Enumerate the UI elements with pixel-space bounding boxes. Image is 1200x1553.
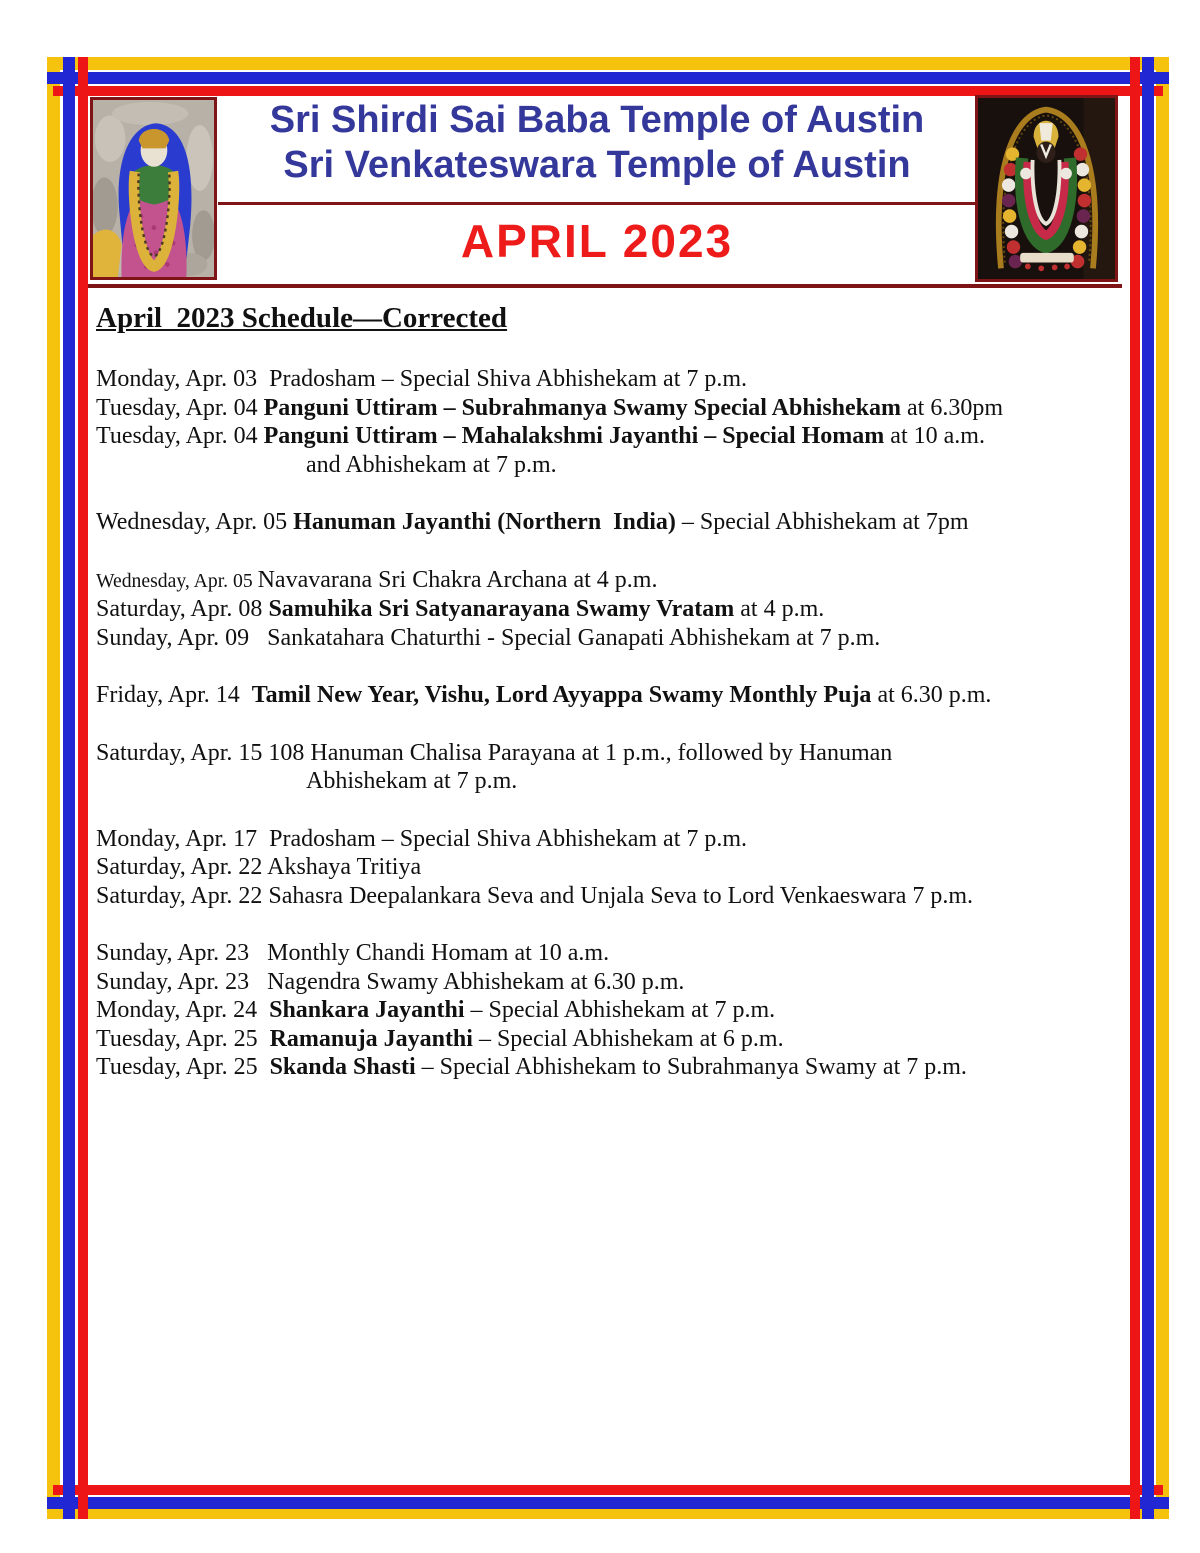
venkateswara-graphic [978,98,1115,279]
temple-titles [218,98,976,188]
schedule-section [96,302,1124,1082]
shirdi-sai-baba-graphic [93,100,214,277]
month-title: APRIL 2023 [460,215,734,267]
event-text: at 10 a.m. [884,423,985,449]
chakra-ornament [1060,168,1071,180]
event-text: Monday, Apr. 03 Pradosham – Special Shiva Abhishekam at 7 p.m. [96,366,748,392]
event-text: Monday, Apr. 24 [96,997,270,1023]
event-text: Monday, Apr. 17 Pradosham – Special Shiva Abhishekam at 7 p.m. [96,825,748,852]
event-text: Saturday, Apr. 22 Akshaya Tritiya [96,854,422,880]
temple-title-line2: Sri Venkateswara Temple of Austin [283,144,911,186]
gold-base [1020,253,1074,263]
temple-title-line1: Sri Shirdi Sai Baba Temple of Austin [269,99,925,141]
event-text: Tuesday, Apr. 04 [96,423,264,449]
event-text: – Special Abhishekam to Subrahmanya Swamy at 7 p.m. [415,1054,967,1080]
event-name-bold: Skanda Shasti [269,1054,416,1080]
schedule-line [96,681,1124,710]
header-bottom-rule [88,284,1122,288]
event-text: Wednesday, Apr. 05 [96,509,294,535]
face [1036,142,1055,163]
schedule-line [96,1025,1124,1054]
event-text: at 6.30pm [901,394,1004,421]
schedule-line [96,422,1124,451]
schedule-line [96,996,1124,1025]
schedule-lines [96,365,1124,1082]
schedule-line [96,739,1124,768]
blank-line [96,479,1124,508]
schedule-line [96,882,1124,911]
blank-line [96,537,1124,566]
border-blue-stripe-left [63,57,75,1519]
event-name-bold: Hanuman Jayanthi (Northern India) [293,509,676,535]
event-text: Abhishekam at 7 p.m. [306,768,518,794]
event-text: Wednesday, Apr. 05 [96,569,258,592]
schedule-line [96,968,1124,997]
event-text: at 4 p.m. [734,596,825,622]
border-red-stripe-left [78,57,88,1519]
event-name-bold: Samuhika Sri Satyanarayana Swamy Vratam [268,596,735,622]
content-area [90,98,1130,1485]
event-text: Tuesday, Apr. 04 [96,394,264,421]
event-name-bold: Shankara Jayanthi [269,997,465,1023]
event-text: Tuesday, Apr. 25 [96,1054,270,1080]
blank-line [96,910,1124,939]
border-blue-stripe-right [1142,57,1154,1519]
blank-line [96,710,1124,739]
shirdi-sai-baba-photo [90,97,217,280]
schedule-line [96,451,1124,480]
border-blue-stripe-top [47,72,1169,84]
event-text: Friday, Apr. 14 [96,682,252,708]
event-text: and Abhishekam at 7 p.m. [306,451,557,478]
schedule-line [96,566,1124,596]
event-text: Saturday, Apr. 08 [96,596,269,622]
schedule-line [96,394,1124,423]
schedule-line [96,1053,1124,1082]
schedule-line [96,939,1124,968]
event-text: – Special Abhishekam at 7pm [675,509,969,535]
border-blue-stripe-bottom [47,1497,1169,1509]
blank-line [96,796,1124,825]
yellow-drape [93,230,122,277]
schedule-line [96,365,1124,394]
event-name-bold: Panguni Uttiram – Subrahmanya Swamy Special Abhishekam [263,394,902,421]
conch-ornament [1020,168,1031,180]
event-text: Sunday, Apr. 23 Nagendra Swamy Abhishekam at 6.30 p.m. [96,968,685,995]
blank-line [96,652,1124,681]
event-text: at 6.30 p.m. [871,682,992,708]
schedule-line [96,853,1124,882]
crown-front [1039,123,1052,140]
event-text: – Special Abhishekam at 7 p.m. [464,997,776,1023]
event-text: Saturday, Apr. 15 108 Hanuman Chalisa Parayana at 1 p.m., followed by Hanuman [96,739,893,766]
border-red-stripe-bottom [53,1485,1163,1495]
schedule-heading: April 2023 Schedule—Corrected [96,302,508,334]
event-text: Sunday, Apr. 09 Sankatahara Chaturthi - Special Ganapati Abhishekam at 7 p.m. [96,624,881,651]
header-divider-rule [218,202,976,205]
event-text: Tuesday, Apr. 25 [96,1025,270,1052]
event-text: Saturday, Apr. 22 Sahasra Deepalankara Seva and Unjala Seva to Lord Venkaeswara 7 p.m. [96,882,974,909]
schedule-line [96,508,1124,537]
event-name-bold: Panguni Uttiram – Mahalakshmi Jayanthi – Special Homam [263,423,885,449]
event-name-bold: Ramanuja Jayanthi [269,1025,473,1052]
schedule-line [96,825,1124,854]
schedule-line [96,624,1124,653]
schedule-line [96,595,1124,624]
event-name-bold: Tamil New Year, Vishu, Lord Ayyappa Swamy Monthly Puja [251,682,872,708]
schedule-line [96,767,1124,796]
event-text: Sunday, Apr. 23 Monthly Chandi Homam at 10 a.m. [96,940,610,966]
border-red-stripe-right [1130,57,1140,1519]
venkateswara-photo [975,95,1118,282]
event-text: – Special Abhishekam at 6 p.m. [472,1025,784,1052]
event-text: Navavarana Sri Chakra Archana at 4 p.m. [257,566,658,593]
